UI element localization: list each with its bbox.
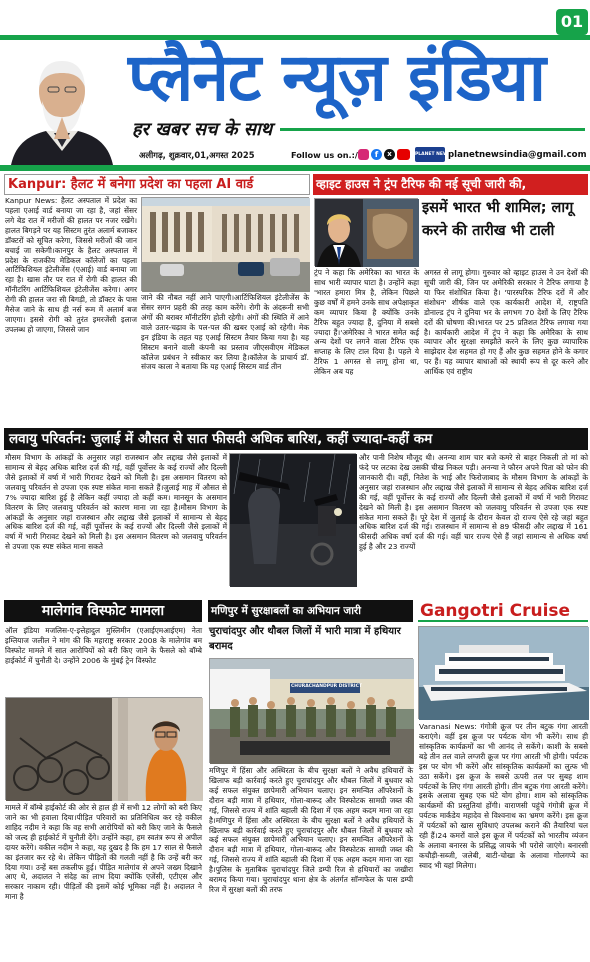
kanpur-body-col2: जाने की नौबत नहीं आने पाएगी।आर्टिफिशियल इंटेलीजेंस के सेंसर सगन प्रहरी की तरह काम करेंगे। रोगी के अंदरूनी सभी अंगों की बराबर मॉनीटरिंग होती रहेगी। अंगों की स्थिति में आने वाले उतार-चढ़ाव के पल-पल की खबर एआई को रहेगी। मेक इन इंडिया के तहत यह एआई सिस्टम तैयार किया गया है। यह सिस्टम बनाने वाली कंपनी का प्रस्ताव जीएसवीएम मेडिकल कॉलेज प्रबंधन ने स्वीकार कर लिया है।कॉलेज के प्राचार्य डॉ. संजय काला ने बताया कि यह एआई सिस्टम वार्ड तीन: [141, 293, 309, 372]
masthead-tagline: हर खबर सच के साथ: [132, 119, 273, 140]
tariff-subhead: इसमें भारत भी शामिल; लागू करने की तारीख भी टाली: [422, 200, 574, 239]
contact-email[interactable]: planetnewsindia@gmail.com: [448, 150, 587, 160]
cruise-headline: Gangotri Cruise: [420, 601, 571, 621]
dateline: अलीगढ़, शुक्रवार,01,अगस्त 2025: [139, 150, 255, 160]
x-icon[interactable]: x: [384, 149, 395, 160]
malegaon-lead: ऑल इंडिया मजलिस-ए-इत्तेहादुल मुस्लिमीन (एआईएमआईएम) नेता इम्तियाज जलील ने मांग की कि महाराष्ट्र सरकार 2008 के मालेगांव बम विस्फोट मामले में सात आरोपियों को बरी किए जाने के फैसले को बॉम्बे हाईकोर्ट में चुनौती दे। उन्होंने 2006 के मुंबई ट्रेन विस्फोट: [5, 626, 202, 665]
kanpur-hospital-photo: [141, 197, 309, 291]
tagline-rule: [280, 128, 585, 131]
manipur-photo: [209, 658, 413, 763]
manipur-body: मणिपुर में हिंसा और अस्थिरता के बीच सुरक्षा बलों ने अवैध हथियारों के खिलाफ बड़ी कार्रवाई करते हुए चुराचांदपुर और थौबल जिलों में बुधवार को कई सफल संयुक्त छापेमारी अभियान चलाए। इन समन्वित ऑपरेशनों के दौरान बड़ी मात्रा में हथियार, गोला-बारूद और विस्फोटक सामग्री जब्त की गई, जिससे राज्य में शांति बहाली की दिशा में एक अहम कदम माना जा रहा है।मणिपुर में हिंसा और अस्थिरता के बीच सुरक्षा बलों ने अवैध हथियारों के खिलाफ बड़ी कार्रवाई करते हुए चुराचांदपुर और थौबल जिलों में बुधवार को कई सफल संयुक्त छापेमारी अभियान चलाए। इन समन्वित ऑपरेशनों के दौरान बड़ी मात्रा में हथियार, गोला-बारूद और विस्फोटक सामग्री जब्त की गई, जिससे राज्य में शांति बहाली की दिशा में एक अहम कदम माना जा रहा है।पुलिस के मुताबिक चुराचांदपुर जिले डम्पी रिज से हथियारों का जखीरा बरामद किया गया। चुराचांदपुर थाना क्षेत्र के अंतर्गत सॉन्गफेल के पास डम्पी रिज में सुरक्षा बलों की तरफ: [209, 766, 413, 895]
masthead-title: प्लैनेट न्यूज़ इंडिया: [128, 39, 546, 116]
tariff-body-col2: अगस्त से लागू होगा। गुरुवार को व्हाइट हाउस ने उन देशों की सूची जारी की, जिन पर अमेरिकी सरकार ने टैरिफ लगाया है या फिर संशोधित किया है। 'पारस्परिक टैरिफ दरों में और संशोधन' शीर्षक वाले एक कार्यकारी आदेश में, राष्ट्रपति डोनाल्ड ट्रंप ने दुनिया भर के लगभग 70 देशों के लिए टैरिफ दरों की घोषणा की।भारत पर 25 प्रतिशत टैरिफ लगाया गया है। कार्यकारी आदेश में ट्रंप ने कहा कि अमेरिका के साथ व्यापार और सुरक्षा समझौते करने के लिए कुछ व्यापारिक साझेदार देश सहमत हो गए हैं और कुछ सहमत होने के कगार पर हैं। यह व्यापार बाधाओं को स्थायी रूप से दूर करने और आर्थिक एवं राष्ट्रीय: [424, 268, 588, 377]
masthead-bottom-rule: [0, 165, 590, 171]
cruise-body: Varanasi News: गंगोत्री क्रूज पर तीन बटुक गंगा आरती कराएंगे। वहीं इस क्रूज पर पर्यटक योग भी करेंगे। साथ ही सांस्कृतिक कार्यक्रमों का भी आनंद ले सकेंगे। काशी के सबसे बड़े तीन तल वाले लग्जरी क्रूज पर गंगा आरती भी होगी। पर्यटक इस पर योग भी करेंगे और सांस्कृतिक कार्यक्रमों का लुत्फ भी उठा सकेंगे। इस क्रूज के सबसे ऊपरी तल पर सुबह शाम पर्यटकों के लिए गंगा आरती होगी। तीन बटुक गंगा आरती करेंगे। इसके अलावा सुबह एक घंटे योग होगा। शाम को सांस्कृतिक कार्यक्रमों की प्रस्तुतियां होंगी। वाराणसी पहुंचे गंगोत्री क्रूज में पर्यटक मार्कंडेय महादेव से विश्वनाथ का भ्रमण करेंगे। इस क्रूज में पर्यटकों को खास सुविधाएं उपलब्ध कराने की तैयारियां चल रही हैं।24 कमरों वाले इस क्रूज में पर्यटकों को भारतीय व्यंजन के अलावा बनारस के प्रसिद्ध जायके भी परोसे जाएंगे। बनारसी कचौड़ी-सब्जी, जलेबी, बाटी-चोखा के अलावा गोलगप्पे का स्वाद भी यहां मिलेगा।: [419, 722, 588, 870]
tariff-body-col1: ट्रंप ने कहा कि अमेरिका का भारत के साथ भारी व्यापार घाटा है। उन्होंने कहा 'भारत हमारा मित्र है, लेकिन पिछले कुछ वर्षों में हमने उनके साथ अपेक्षाकृत कम व्यापार किया है क्योंकि उनके टैरिफ बहुत ज्यादा हैं, दुनिया में सबसे ज्यादा हैं।'अमेरिका ने भारत समेत कई अन्य देशों पर लगने वाला टैरिफ एक सप्ताह के लिए टाल दिया है। पहले ये टैरिफ 1 अगस्त से लागू होना था, लेकिन अब यह: [314, 268, 419, 377]
climate-body-col2: और पानी निशेष मौजूद थी। अनन्या शाम चार बजे कमरे से बाहर निकली तो मां को फंदे पर लटका देख उसकी चीख निकल पड़ी। अनन्या ने फौरन अपने पिता को फोन की जानकारी दी। वहीं, नितेश के भाई और फिरोजाबाद के मौसम विभाग के आंकड़ों के अनुसार जहां राजस्थान और लद्दाख जैसे इलाकों में सामान्य से बेहद अधिक बारिश दर्ज की गई, वहीं पूर्वोत्तर के कई राज्यों और दिल्ली जैसे इलाकों में वर्षा में भारी गिरावट देखने को मिली है। इस असमान वितरण को जलवायु परिवर्तन से उपजा एक स्पष्ट संकेत माना सकते हैं। पूरे देश में जुलाई के दौरान केवल दो राज्य ऐसे रहे जहां बहुत अधिक बारिश दर्ज की गई। राजस्थान में सामान्य से 89 फीसदी और लद्दाख में 161 फीसदी अधिक वर्षा दर्ज की गई। वहीं चार राज्य ऐसे हैं जहां सामान्य से अधिक वर्षा हुई है और 23 राज्यों: [359, 453, 588, 552]
malegaon-headline: मालेगांव विस्फोट मामला: [41, 603, 165, 619]
cruise-photo: [418, 626, 588, 719]
climate-headline: लवायु परिवर्तन: जुलाई में औसत से सात फीसदी अधिक बारिश, कहीं ज्यादा-कहीं कम: [9, 431, 433, 447]
follow-label: Follow us on.:/: [291, 150, 358, 160]
manipur-photo-banner: CHURACHANDPUR DISTRICT: [291, 684, 362, 689]
planet-news-badge: PLANET NEWS: [415, 147, 445, 162]
tariff-headline: व्हाइट हाउस ने ट्रंप टैरिफ की नई सूची जारी की,: [316, 177, 527, 191]
rain-photo: [229, 453, 356, 586]
instagram-icon[interactable]: [358, 149, 369, 160]
social-icons: [358, 149, 414, 161]
climate-body-col1: मौसम विभाग के आंकड़ों के अनुसार जहां राजस्थान और लद्दाख जैसे इलाकों में सामान्य से बेहद अधिक बारिश दर्ज की गई, वहीं पूर्वोत्तर के कई राज्यों और दिल्ली जैसे इलाकों में वर्षा में भारी गिरावट देखने को मिली है। इस असमान वितरण को जलवायु परिवर्तन से उपजा एक स्पष्ट संकेत माना सकते हैं।जुलाई माह में औसत से 7% ज्यादा बारिश हुई है लेकिन कहीं ज्यादा तो कहीं कम। मानसून के असमान वितरण के लिए जलवायु परिवर्तन को कारण माना जा रहा है।मौसम विभाग के आंकड़ों के अनुसार जहां राजस्थान और लद्दाख जैसे इलाकों में सामान्य से बेहद अधिक बारिश दर्ज की गई, वहीं पूर्वोत्तर के कई राज्यों और दिल्ली जैसे इलाकों में वर्षा में भारी गिरावट देखने को मिली है। इस असमान वितरण को जलवायु परिवर्तन से उपजा एक स्पष्ट संकेत माना सकते: [5, 453, 227, 552]
malegaon-photo: [5, 697, 202, 800]
facebook-icon[interactable]: f: [371, 149, 382, 160]
kanpur-headline: Kanpur: हैलट में बनेगा प्रदेश का पहला AI वार्ड: [8, 177, 254, 192]
leader-photo: [6, 47, 118, 165]
kanpur-body-col1: Kanpur News: हैलट अस्पताल में प्रदेश का पहला एआई वार्ड बनाया जा रहा है, जहां सेंसर लगे बेड रात में मरीजों की हालत पर नजर रखेंगे। हालत बिगड़ने पर यह सिस्टम तुरंत अलार्म बजाकर डॉक्टरों को सूचित करेगा, जिससे मरीजों की जान बचाई जा सकेगी।कानपुर के हैलट अस्पताल में प्रदेश के राजकीय मेडिकल कॉलेजों का पहला आर्टिफिशियल इंटेलीजेंस (एआई) वार्ड बनाया जा रहा है। खास तौर पर रात में रोगी की हालत की मॉनीटरिंग आर्टिफिशियल इंटेलीजेंस करेगा। अगर रोगी की हालत जरा सी बिगड़ी, तो डॉक्टर के पास मैसेज जाने के साथ ही नर्स रूम में अलार्म बज जाएगा। इससे रोगी को तुरंत इमरजेंसी इलाज उपलब्ध हो जाएगा, जिससे जान: [5, 196, 137, 334]
youtube-icon[interactable]: [397, 149, 410, 160]
page-number-badge: 01: [556, 9, 588, 35]
trump-photo: [314, 198, 418, 266]
manipur-headline: मणिपुर में सुरक्षाबलों का अभियान जारी: [211, 605, 361, 617]
malegaon-body: मामले में बॉम्बे हाईकोर्ट की ओर से हाल ही में सभी 12 लोगों को बरी किए जाने का भी हवाला दिया।पीड़ित परिवारों का प्रतिनिधित्व कर रहे वकील शाहिद नदीम ने कहा कि वह सभी आरोपियों को बरी किए जाने के फैसले को जल्द ही हाईकोर्ट में चुनौती देंगे। उन्होंने कहा, हम स्वतंत्र रूप से अपील दायर करेंगे। वकील नदीम ने कहा, यह दुखद है कि हम 17 साल से फैसले का इंतजार कर रहे थे। लेकिन पीड़ितों की गलती नहीं है कि उन्हें बरी कर दिया गया। उन्हें बस तकलीफ हुई। पीड़ित मालेगांव से अपने जख्म दिखाने आए थे, अदालत ने संदेह का लाभ दिया क्योंकि एजेंसी, एटीएस और सरकार नाकाम रही। पीड़ितों की इसमें कोई भूमिका नहीं है। अदालत ने माना है: [5, 803, 202, 902]
manipur-subhead: चुराचांदपुर और थौबल जिलों में भारी मात्रा में हथियार बरामद: [209, 626, 401, 652]
